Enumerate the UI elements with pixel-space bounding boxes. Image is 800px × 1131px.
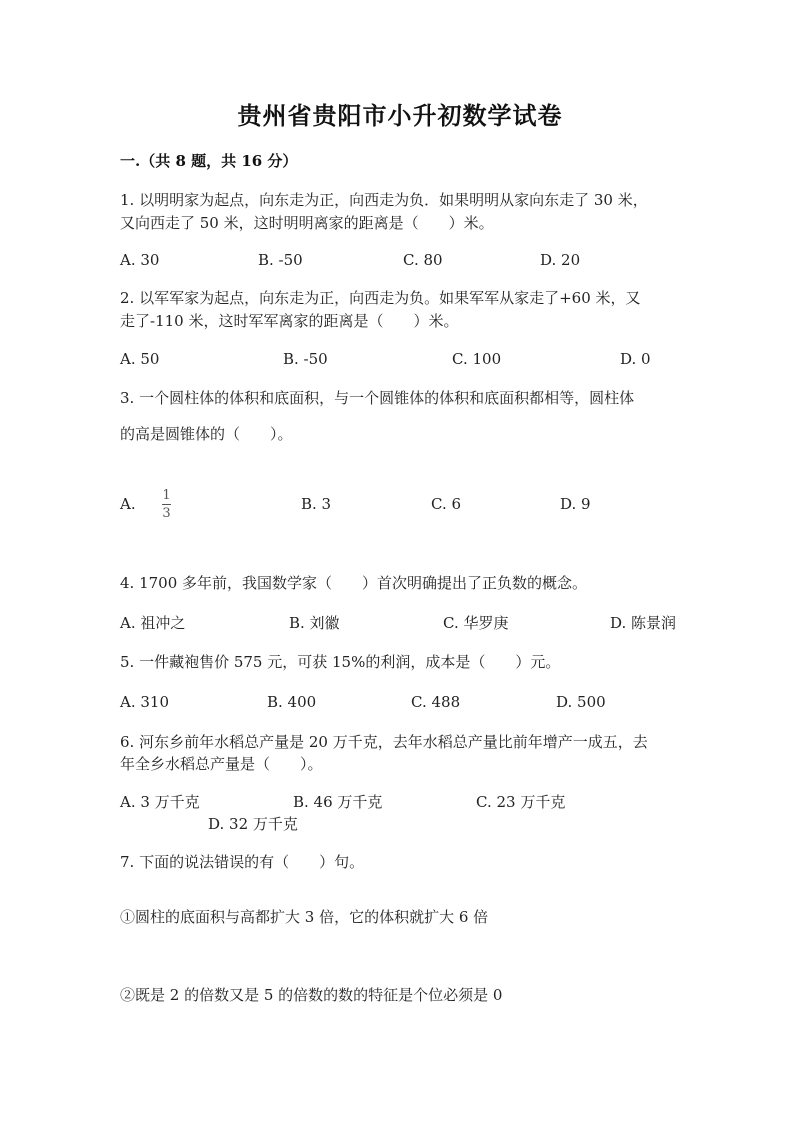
- question-6-option-d: D. 32 万千克: [208, 815, 298, 833]
- question-3-option-b: B. 3: [301, 495, 332, 513]
- question-6-option-c: C. 23 万千克: [476, 793, 566, 811]
- question-2-line-1: 2. 以军军家为起点，向东走为正，向西走为负。如果军军从家走了+60 米，又: [120, 289, 641, 307]
- question-4-line-1: 4. 1700 多年前，我国数学家（ ）首次明确提出了正负数的概念。: [120, 574, 588, 592]
- question-1-option-a: A. 30: [120, 251, 160, 269]
- question-2-option-d: D. 0: [620, 350, 651, 368]
- fraction-numerator: 1: [162, 488, 171, 503]
- question-7-statement-1: ①圆柱的底面积与高都扩大 3 倍，它的体积就扩大 6 倍: [120, 908, 489, 926]
- question-3-line-2: 的高是圆锥体的（ ）。: [120, 425, 293, 443]
- fraction-one-third: [162, 489, 171, 520]
- page-title: 贵州省贵阳市小升初数学试卷: [237, 101, 563, 130]
- question-2-option-c: C. 100: [452, 350, 502, 368]
- fraction-bar: [162, 504, 171, 505]
- question-4-option-a: A. 祖冲之: [120, 614, 186, 632]
- question-3-option-c: C. 6: [431, 495, 462, 513]
- question-7-line-1: 7. 下面的说法错误的有（ ）句。: [120, 853, 365, 871]
- question-4-option-b: B. 刘徽: [289, 614, 340, 632]
- question-4-option-d: D. 陈景润: [610, 614, 677, 632]
- question-7-statement-2: ②既是 2 的倍数又是 5 的倍数的数的特征是个位必须是 0: [120, 986, 503, 1004]
- question-6-option-a: A. 3 万千克: [120, 793, 200, 811]
- question-2-line-2: 走了-110 米，这时军军离家的距离是（ ）米。: [120, 312, 459, 330]
- question-5-option-d: D. 500: [556, 693, 606, 711]
- question-5-option-c: C. 488: [411, 693, 461, 711]
- question-1-option-c: C. 80: [403, 251, 443, 269]
- fraction-denominator: 3: [162, 506, 171, 521]
- question-6-line-2: 年全乡水稻总产量是（ ）。: [120, 755, 323, 773]
- question-2-option-a: A. 50: [120, 350, 160, 368]
- question-1-option-d: D. 20: [540, 251, 581, 269]
- question-1-line-2: 又向西走了 50 米，这时明明离家的距离是（ ）米。: [120, 214, 494, 232]
- question-5-option-a: A. 310: [120, 693, 169, 711]
- question-5-option-b: B. 400: [267, 693, 317, 711]
- question-6-option-b: B. 46 万千克: [293, 793, 383, 811]
- section-heading: 一.（共 8 题，共 16 分）: [120, 152, 298, 170]
- question-3-option-a: A.: [120, 495, 136, 513]
- question-5-line-1: 5. 一件藏袍售价 575 元，可获 15%的利润，成本是（ ）元。: [120, 653, 561, 671]
- question-6-line-1: 6. 河东乡前年水稻总产量是 20 万千克，去年水稻总产量比前年增产一成五，去: [120, 733, 648, 751]
- question-3-line-1: 3. 一个圆柱体的体积和底面积，与一个圆锥体的体积和底面积都相等，圆柱体: [120, 389, 635, 407]
- question-4-option-c: C. 华罗庚: [443, 614, 509, 632]
- question-1-line-1: 1. 以明明家为起点，向东走为正，向西走为负．如果明明从家向东走了 30 米，: [120, 191, 648, 209]
- question-3-option-d: D. 9: [560, 495, 591, 513]
- question-2-option-b: B. -50: [283, 350, 328, 368]
- question-1-option-b: B. -50: [258, 251, 303, 269]
